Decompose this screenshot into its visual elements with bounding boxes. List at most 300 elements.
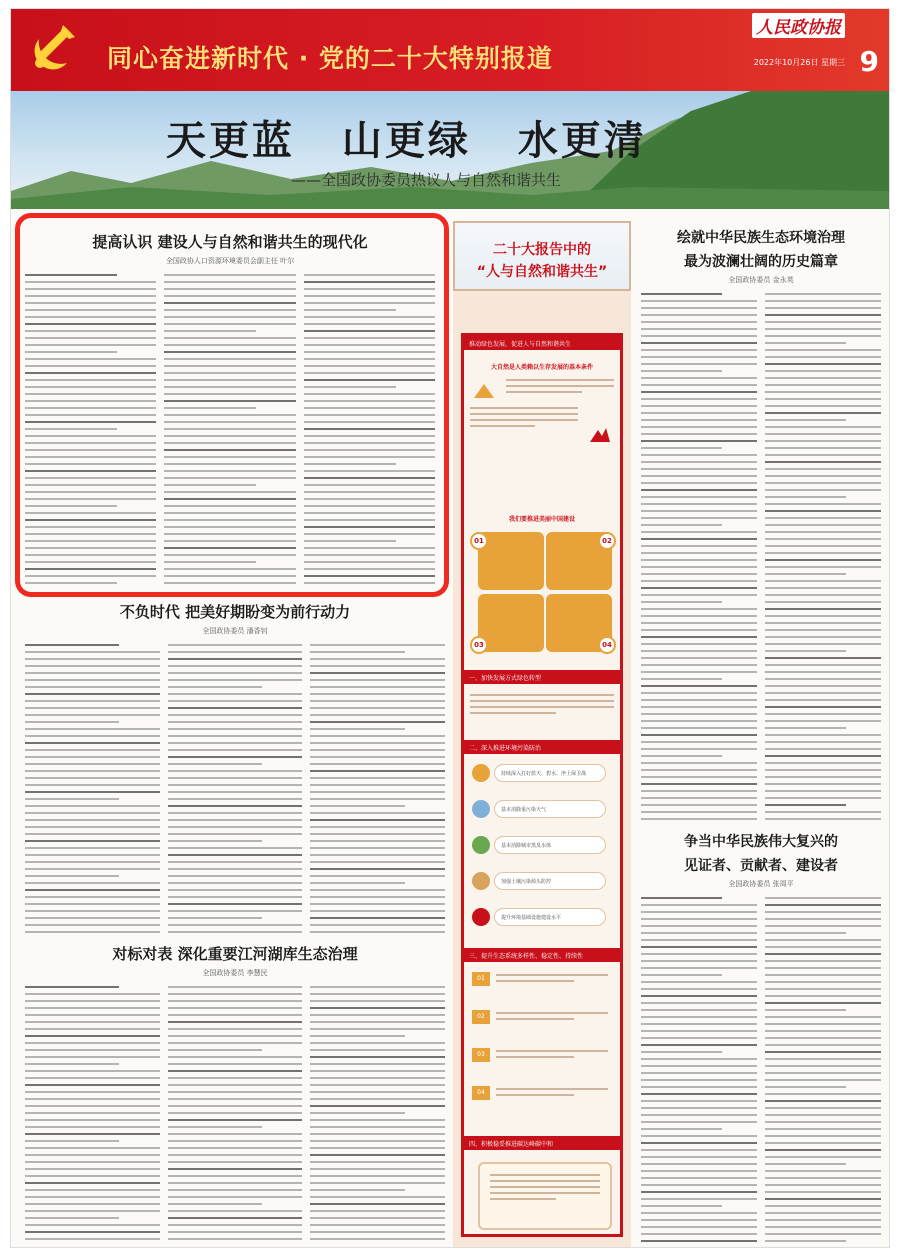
text-line: [168, 993, 303, 995]
text-line: [641, 300, 757, 302]
text-line: [641, 1135, 757, 1137]
text-line: [641, 664, 757, 666]
text-line: [641, 349, 757, 351]
text-line: [25, 1147, 160, 1149]
text-line: [168, 784, 303, 786]
text-line: [641, 790, 757, 792]
article-author: 全国政协委员 张周平: [728, 880, 794, 888]
text-line: [641, 1233, 757, 1235]
article-body: [25, 986, 445, 1245]
text-line: [310, 1168, 445, 1170]
text-line: [25, 763, 160, 765]
infographic-bar: 四、积极稳妥推进碳达峰碳中和: [464, 1136, 620, 1150]
text-line: [310, 1196, 445, 1198]
measure-pill: [494, 908, 606, 926]
text-line: [168, 875, 303, 877]
text-line: [641, 1114, 757, 1116]
text-line: [168, 1203, 262, 1205]
text-line: [641, 433, 757, 435]
text-line: [168, 686, 262, 688]
text-line: [641, 615, 757, 617]
text-line: [765, 531, 881, 533]
text-line: [168, 700, 303, 702]
text-line: [25, 1182, 160, 1184]
text-line: [25, 1238, 160, 1240]
text-line: [641, 727, 757, 729]
text-line: [310, 931, 445, 933]
text-line: [765, 1135, 881, 1137]
text-line: [25, 1049, 160, 1051]
text-line: [641, 755, 722, 757]
text-line: [641, 1023, 757, 1025]
text-line: [25, 700, 160, 702]
infographic-bar: 一、加快发展方式绿色转型: [464, 670, 620, 684]
article-author: 全国政协委员 金永英: [728, 276, 794, 284]
text-line: [641, 932, 757, 934]
measure-pill: [494, 872, 606, 890]
infographic-heading-1: 二十大报告中的: [493, 242, 591, 258]
text-line: [310, 721, 445, 723]
text-line: [765, 734, 881, 736]
text-line: [641, 629, 757, 631]
text-line: [765, 1100, 881, 1102]
text-line: [641, 748, 757, 750]
text-line: [25, 714, 160, 716]
text-line: [25, 1077, 160, 1079]
text-line: [168, 910, 303, 912]
text-line: [641, 566, 757, 568]
text-line: [641, 953, 757, 955]
text-line: [25, 1056, 160, 1058]
text-line: [25, 672, 160, 674]
text-line: [765, 911, 881, 913]
text-line: [310, 665, 445, 667]
text-line: [765, 967, 881, 969]
infographic: [453, 221, 631, 1248]
text-line: [641, 412, 757, 414]
text-line: [765, 720, 881, 722]
text-line: [641, 1051, 722, 1053]
text-line: [641, 1156, 757, 1158]
text-line: [765, 342, 846, 344]
text-line: [641, 678, 722, 680]
text-line: [641, 1100, 757, 1102]
text-line: [25, 693, 160, 695]
text-line: [168, 903, 303, 905]
text-line: [25, 1028, 160, 1030]
text-line: [310, 679, 445, 681]
text-line: [25, 931, 160, 933]
text-line: [25, 1070, 160, 1072]
text-line: [168, 931, 303, 933]
text-line: [765, 1142, 881, 1144]
newspaper-page: [10, 8, 890, 1248]
text-line: [641, 643, 757, 645]
text-line: [641, 587, 757, 589]
text-line: [641, 370, 722, 372]
text-line: [641, 1009, 757, 1011]
text-line: [641, 552, 757, 554]
text-line: [641, 713, 757, 715]
text-line: [168, 770, 303, 772]
text-line: [310, 882, 404, 884]
text-line: [765, 538, 881, 540]
text-line: [310, 1182, 445, 1184]
text-line: [641, 475, 757, 477]
number-badge: 04: [598, 636, 616, 654]
text-line: [641, 1170, 757, 1172]
text-line: [765, 356, 881, 358]
text-line: [765, 405, 881, 407]
text-line: [765, 706, 881, 708]
text-line: [641, 531, 757, 533]
highlight-box: [15, 213, 449, 597]
text-line: [641, 440, 757, 442]
text-line: [765, 939, 881, 941]
text-line: [641, 734, 757, 736]
text-line: [25, 742, 160, 744]
text-line: [765, 545, 881, 547]
text-line: [168, 742, 303, 744]
text-line: [641, 685, 757, 687]
text-line: [765, 580, 881, 582]
text-line: [310, 854, 445, 856]
text-line: [168, 693, 303, 695]
text-line: [641, 384, 757, 386]
text-line: [310, 1140, 445, 1142]
text-line: [25, 1035, 160, 1037]
text-line: [168, 679, 303, 681]
text-line: [310, 672, 445, 674]
article-author: 全国政协委员 潘香钊: [202, 627, 268, 635]
text-line: [765, 988, 881, 990]
text-line: [765, 643, 881, 645]
text-line: [25, 1112, 160, 1114]
text-line: [310, 993, 445, 995]
mountain-icon: [588, 424, 612, 444]
text-line: [641, 335, 757, 337]
text-line: [641, 1240, 757, 1242]
text-line: [765, 1114, 881, 1116]
text-line: [168, 1119, 303, 1121]
text-line: [641, 811, 757, 813]
text-line: [765, 412, 881, 414]
text-line: [25, 1126, 160, 1128]
text-line: [641, 1072, 757, 1074]
text-line: [765, 657, 881, 659]
text-line: [168, 1189, 303, 1191]
text-line: [310, 1000, 445, 1002]
section-title: 我们要推进美丽中国建设: [508, 516, 575, 523]
text-line: [168, 1014, 303, 1016]
text-line: [310, 686, 445, 688]
text-line: [168, 714, 303, 716]
text-line: [765, 517, 881, 519]
text-line: [641, 904, 757, 906]
text-line: [765, 398, 881, 400]
text-line: [765, 524, 881, 526]
text-line: [310, 1217, 445, 1219]
text-line: [765, 1107, 881, 1109]
text-line: [310, 917, 445, 919]
paper-name: 人民政协报: [752, 13, 845, 38]
text-line: [765, 426, 881, 428]
text-line: [641, 524, 722, 526]
text-line: [25, 1021, 160, 1023]
text-line: [765, 293, 881, 295]
number-box: 01: [472, 972, 490, 986]
section-title: 大自然是人类赖以生存发展的基本条件: [490, 364, 593, 371]
text-line: [168, 896, 303, 898]
text-line: [310, 1077, 445, 1079]
text-line: [641, 1149, 757, 1151]
text-line: [641, 1016, 757, 1018]
text-line: [310, 896, 445, 898]
text-line: [310, 1147, 445, 1149]
text-line: [168, 917, 262, 919]
text-line: [168, 1091, 303, 1093]
text-line: [168, 1028, 303, 1030]
text-line: [765, 622, 881, 624]
text-line: [765, 461, 881, 463]
text-line: [25, 1154, 160, 1156]
text-line: [310, 1161, 445, 1163]
text-line: [641, 1198, 757, 1200]
text-line: [25, 798, 119, 800]
text-line: [641, 328, 757, 330]
text-line: [765, 1009, 846, 1011]
text-line: [641, 1093, 757, 1095]
number-badge: 01: [470, 532, 488, 550]
text-line: [25, 1140, 119, 1142]
text-line: [641, 769, 757, 771]
text-line: [641, 510, 757, 512]
text-line: [168, 840, 262, 842]
text-line: [641, 461, 757, 463]
text-line: [310, 728, 404, 730]
article-title-line-2: 最为波澜壮阔的历史篇章: [684, 254, 838, 270]
measure-pill-label: 持续深入打好蓝天、碧水、净土保卫战: [501, 771, 587, 777]
measure-pill-label: 加强土壤污染源头防控: [501, 879, 552, 885]
text-line: [765, 755, 881, 757]
text-line: [168, 833, 303, 835]
measure-icon: [472, 872, 490, 890]
text-line: [25, 1231, 160, 1233]
text-line: [641, 391, 757, 393]
text-line: [25, 833, 160, 835]
text-line: [765, 510, 881, 512]
article-body: [25, 644, 445, 938]
text-line: [25, 1105, 160, 1107]
text-line: [765, 587, 881, 589]
text-line: [641, 1212, 757, 1214]
text-line: [168, 826, 303, 828]
text-line: [641, 1037, 757, 1039]
text-line: [765, 1240, 846, 1242]
text-line: [25, 889, 160, 891]
text-line: [168, 1224, 303, 1226]
text-line: [25, 1168, 160, 1170]
measure-pill: [494, 800, 606, 818]
text-line: [310, 1042, 445, 1044]
text-line: [641, 517, 757, 519]
text-line: [641, 405, 757, 407]
text-line: [25, 1000, 160, 1002]
text-line: [641, 1079, 757, 1081]
text-line: [765, 559, 881, 561]
text-line: [25, 1161, 160, 1163]
article-5: [641, 831, 881, 1247]
text-line: [765, 671, 881, 673]
text-line: [310, 742, 445, 744]
text-line: [641, 608, 757, 610]
text-line: [765, 1149, 881, 1151]
text-line: [765, 699, 881, 701]
text-line: [25, 868, 160, 870]
measure-icon: [472, 764, 490, 782]
text-line: [168, 882, 303, 884]
text-line: [765, 594, 881, 596]
measure-pill-label: 提升环境基础设施建设水平: [501, 915, 562, 921]
text-line: [765, 953, 881, 955]
text-line: [765, 1051, 881, 1053]
text-line: [765, 804, 846, 806]
text-line: [765, 482, 881, 484]
text-line: [641, 489, 757, 491]
text-line: [641, 706, 757, 708]
text-line: [765, 981, 881, 983]
text-line: [310, 1133, 445, 1135]
text-line: [641, 1128, 722, 1130]
text-line: [25, 1210, 160, 1212]
text-line: [641, 918, 757, 920]
main-headline: 天更蓝 山更绿 水更清: [166, 118, 647, 164]
text-line: [765, 1086, 846, 1088]
text-line: [168, 1098, 303, 1100]
sub-headline: ——全国政协委员热议人与自然和谐共生: [291, 171, 562, 189]
measure-icon: [472, 800, 490, 818]
article-author: 全国政协委员 李慧民: [202, 969, 268, 977]
text-line: [25, 847, 160, 849]
number-box-text: [496, 1088, 608, 1100]
text-line: [310, 910, 445, 912]
text-line: [641, 1107, 757, 1109]
text-line: [168, 889, 303, 891]
text-line: [765, 678, 881, 680]
scroll-panel: [478, 1162, 612, 1230]
text-line: [641, 1086, 757, 1088]
text-line: [25, 1133, 160, 1135]
text-line: [765, 713, 881, 715]
text-line: [641, 1226, 757, 1228]
text-line: [25, 1203, 160, 1205]
text-line: [168, 1217, 303, 1219]
text-line: [25, 924, 160, 926]
text-line: [765, 1044, 881, 1046]
text-line: [641, 776, 757, 778]
text-line: [641, 1205, 722, 1207]
measure-pill-label: 基本消除重污染天气: [501, 807, 547, 813]
header-title: 同心奋进新时代 · 党的二十大特别报道: [107, 44, 553, 73]
text-line: [765, 1163, 846, 1165]
text-line: [765, 328, 881, 330]
text-line: [641, 573, 757, 575]
text-line: [25, 854, 160, 856]
article-body: [641, 897, 881, 1247]
text-line: [765, 1128, 881, 1130]
text-line: [168, 728, 303, 730]
text-line: [25, 986, 119, 988]
text-line: [310, 924, 445, 926]
text-line: [641, 1142, 757, 1144]
text-line: [168, 707, 303, 709]
text-line: [25, 707, 160, 709]
text-line: [641, 762, 757, 764]
infographic-section-3: [470, 694, 614, 718]
infographic-bar: 三、提升生态系统多样性、稳定性、持续性: [464, 948, 620, 962]
text-line: [765, 629, 881, 631]
text-line: [641, 911, 757, 913]
text-line: [765, 489, 881, 491]
text-line: [310, 875, 445, 877]
text-line: [168, 924, 303, 926]
text-line: [641, 1044, 757, 1046]
number-box-text: [496, 1012, 608, 1024]
text-line: [310, 707, 445, 709]
text-line: [25, 644, 119, 646]
infographic-section-1: [470, 362, 614, 431]
text-line: [641, 363, 757, 365]
text-line: [765, 741, 881, 743]
text-line: [765, 496, 846, 498]
text-line: [168, 819, 303, 821]
text-line: [641, 398, 757, 400]
text-line: [765, 1023, 881, 1025]
text-line: [765, 433, 881, 435]
text-line: [25, 1063, 119, 1065]
text-line: [168, 1210, 303, 1212]
text-line: [25, 1014, 160, 1016]
text-line: [310, 1035, 404, 1037]
text-line: [641, 622, 757, 624]
text-line: [25, 728, 160, 730]
text-line: [168, 756, 303, 758]
text-line: [310, 819, 445, 821]
text-line: [168, 735, 303, 737]
text-line: [25, 1042, 160, 1044]
measure-icon: [472, 836, 490, 854]
text-line: [310, 1084, 445, 1086]
text-line: [25, 1189, 160, 1191]
text-line: [641, 967, 757, 969]
text-line: [25, 784, 160, 786]
text-line: [641, 377, 757, 379]
text-line: [641, 1219, 757, 1221]
text-line: [765, 307, 881, 309]
text-line: [765, 664, 881, 666]
text-line: [641, 988, 757, 990]
text-line: [25, 1007, 160, 1009]
text-line: [25, 749, 160, 751]
text-line: [168, 1168, 303, 1170]
text-line: [641, 995, 757, 997]
text-line: [25, 840, 160, 842]
text-line: [25, 993, 160, 995]
text-line: [765, 1072, 881, 1074]
text-line: [310, 784, 445, 786]
page-number: 9: [859, 45, 879, 78]
text-line: [765, 1212, 881, 1214]
